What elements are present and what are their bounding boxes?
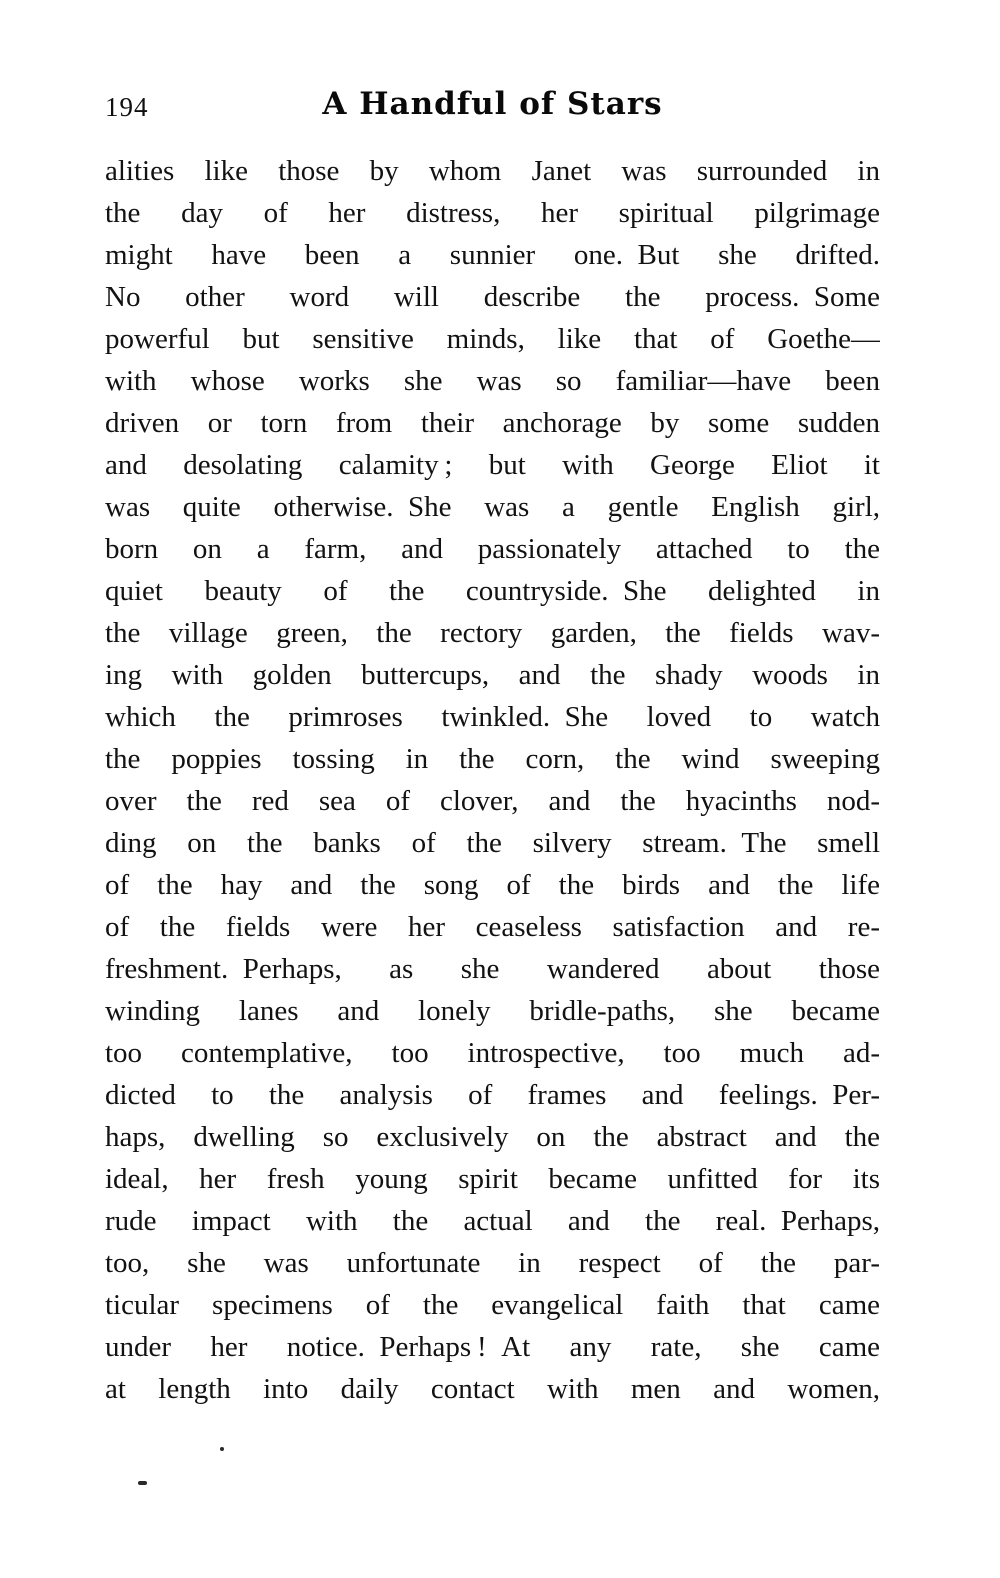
text-line: powerful but sensitive minds, like that of Goethe— [105, 323, 880, 355]
text-line: might have been a sunnier one. But she drifted. [105, 239, 880, 271]
text-line: alities like those by whom Janet was surrounded in [105, 155, 880, 187]
scan-artifact-dot [220, 1447, 224, 1451]
text-line: ding on the banks of the silvery stream. The smell [105, 827, 880, 859]
text-line: was quite otherwise. She was a gentle English girl, [105, 491, 880, 523]
running-header [105, 86, 880, 126]
text-line: the day of her distress, her spiritual pilgrimage [105, 197, 880, 229]
running-header-title: A Handful of Stars [322, 86, 663, 122]
scan-artifact-dash [138, 1481, 147, 1485]
text-line: of the fields were her ceaseless satisfaction and re- [105, 911, 880, 943]
page-body [105, 150, 880, 1410]
text-line: ideal, her fresh young spirit became unfitted for its [105, 1163, 880, 1195]
text-line: haps, dwelling so exclusively on the abstract and the [105, 1121, 880, 1153]
text-line: ing with golden buttercups, and the shady woods in [105, 659, 880, 691]
text-line: winding lanes and lonely bridle-paths, she became [105, 995, 880, 1027]
text-line: No other word will describe the process. Some [105, 281, 880, 313]
text-line: ticular specimens of the evangelical faith that came [105, 1289, 880, 1321]
text-line: which the primroses twinkled. She loved to watch [105, 701, 880, 733]
text-line: and desolating calamity ; but with George Eliot it [105, 449, 880, 481]
text-line: with whose works she was so familiar—have been [105, 365, 880, 397]
text-line: the poppies tossing in the corn, the wind sweeping [105, 743, 880, 775]
text-line: too, she was unfortunate in respect of the par- [105, 1247, 880, 1279]
text-line: at length into daily contact with men and women, [105, 1373, 880, 1405]
text-line: too contemplative, too introspective, too much ad- [105, 1037, 880, 1069]
text-line: quiet beauty of the countryside. She delighted in [105, 575, 880, 607]
page-number: 194 [105, 92, 149, 122]
text-line: under her notice. Perhaps ! At any rate, she came [105, 1331, 880, 1363]
text-line: the village green, the rectory garden, the fields wav- [105, 617, 880, 649]
text-line: dicted to the analysis of frames and feelings. Per- [105, 1079, 880, 1111]
text-line: driven or torn from their anchorage by some sudden [105, 407, 880, 439]
text-line: born on a farm, and passionately attached to the [105, 533, 880, 565]
text-line: over the red sea of clover, and the hyacinths nod- [105, 785, 880, 817]
text-line: freshment. Perhaps, as she wandered about those [105, 953, 880, 985]
text-line: of the hay and the song of the birds and the life [105, 869, 880, 901]
text-line: rude impact with the actual and the real. Perhaps, [105, 1205, 880, 1237]
